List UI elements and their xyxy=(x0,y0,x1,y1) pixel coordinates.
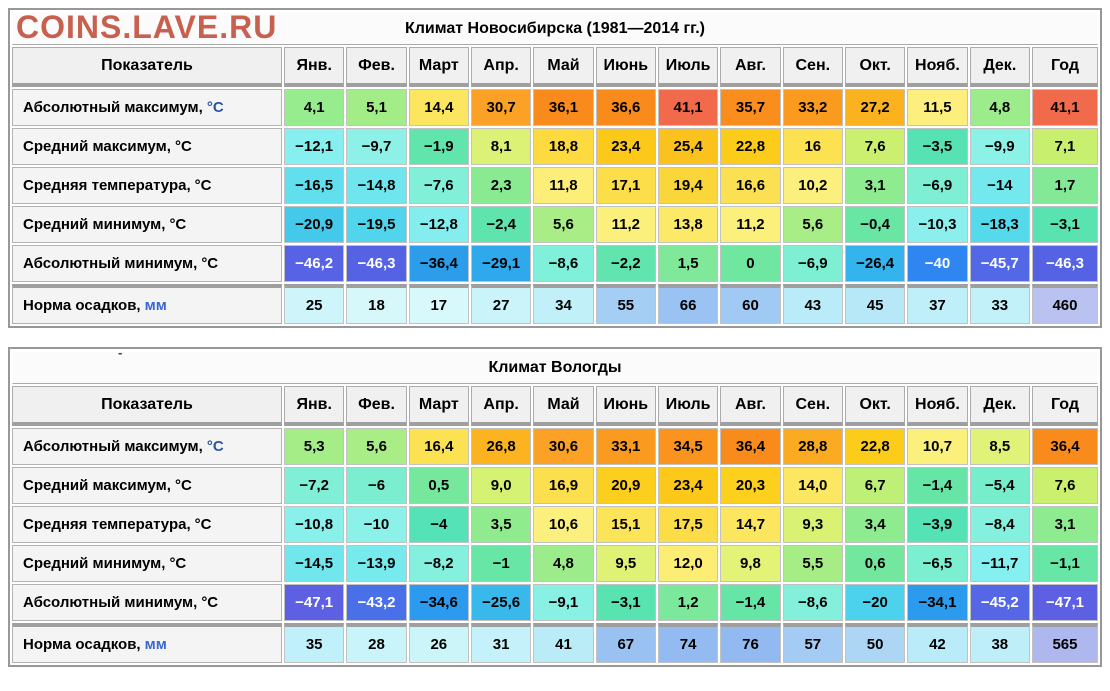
value-cell: 19,4 xyxy=(658,167,718,204)
value-cell: 4,8 xyxy=(533,545,593,582)
row-label xyxy=(12,128,282,165)
row-label-text: Средний максимум, xyxy=(23,138,171,155)
month-column-header: Апр. xyxy=(471,386,531,426)
value-cell: −25,6 xyxy=(471,584,531,621)
month-column-header: Сен. xyxy=(783,386,843,426)
value-cell: 27 xyxy=(471,284,531,324)
month-column-header: Фев. xyxy=(346,47,406,87)
unit-text: °C xyxy=(169,216,187,233)
month-column-header: Янв. xyxy=(284,47,344,87)
month-column-header: Июль xyxy=(658,386,718,426)
value-cell: 31 xyxy=(471,623,531,663)
value-cell: 33,2 xyxy=(783,89,843,126)
month-column-header: Март xyxy=(409,386,469,426)
value-cell: 25 xyxy=(284,284,344,324)
row-label xyxy=(12,584,282,621)
value-cell: 34,5 xyxy=(658,428,718,465)
value-cell: −3,1 xyxy=(1032,206,1098,243)
month-column-header: Сен. xyxy=(783,47,843,87)
value-cell: −8,6 xyxy=(533,245,593,282)
value-cell: 16,6 xyxy=(720,167,780,204)
row-label xyxy=(12,206,282,243)
value-cell: −20 xyxy=(845,584,905,621)
value-cell: −29,1 xyxy=(471,245,531,282)
value-cell: 36,1 xyxy=(533,89,593,126)
month-column-header: Июнь xyxy=(596,386,656,426)
row-label xyxy=(12,467,282,504)
value-cell: 17 xyxy=(409,284,469,324)
month-column-header: Май xyxy=(533,47,593,87)
value-cell: 18,8 xyxy=(533,128,593,165)
table-row xyxy=(12,89,1098,126)
value-cell: 30,6 xyxy=(533,428,593,465)
value-cell: 9,3 xyxy=(783,506,843,543)
row-label xyxy=(12,245,282,282)
value-cell: 50 xyxy=(845,623,905,663)
value-cell: 4,1 xyxy=(284,89,344,126)
row-label-text: Средняя температура, xyxy=(23,516,191,533)
value-cell: −14 xyxy=(970,167,1030,204)
row-label-text: Абсолютный минимум, xyxy=(23,594,198,611)
value-cell: −47,1 xyxy=(284,584,344,621)
value-cell: 7,6 xyxy=(1032,467,1098,504)
value-cell: −7,6 xyxy=(409,167,469,204)
value-cell: 57 xyxy=(783,623,843,663)
unit-text: °C xyxy=(194,177,212,194)
table-row xyxy=(12,506,1098,543)
value-cell: 22,8 xyxy=(720,128,780,165)
unit-text: °C xyxy=(201,255,219,272)
value-cell: 22,8 xyxy=(845,428,905,465)
value-cell: 26,8 xyxy=(471,428,531,465)
value-cell: −10,8 xyxy=(284,506,344,543)
value-cell: 10,7 xyxy=(907,428,967,465)
value-cell: 16,4 xyxy=(409,428,469,465)
value-cell: 38 xyxy=(970,623,1030,663)
value-cell: 36,4 xyxy=(1032,428,1098,465)
value-cell: −20,9 xyxy=(284,206,344,243)
value-cell: 28 xyxy=(346,623,406,663)
unit-text: °C xyxy=(194,516,212,533)
value-cell: 41 xyxy=(533,623,593,663)
month-column-header: Фев. xyxy=(346,386,406,426)
value-cell: −45,7 xyxy=(970,245,1030,282)
month-column-header: Окт. xyxy=(845,47,905,87)
value-cell: 0 xyxy=(720,245,780,282)
unit-link[interactable]: °C xyxy=(206,99,224,116)
value-cell: 10,6 xyxy=(533,506,593,543)
value-cell: 7,1 xyxy=(1032,128,1098,165)
value-cell: 9,0 xyxy=(471,467,531,504)
value-cell: 16,9 xyxy=(533,467,593,504)
value-cell: 74 xyxy=(658,623,718,663)
value-cell: 565 xyxy=(1032,623,1098,663)
value-cell: −36,4 xyxy=(409,245,469,282)
value-cell: −8,6 xyxy=(783,584,843,621)
month-column-header: Янв. xyxy=(284,386,344,426)
row-label xyxy=(12,428,282,465)
value-cell: −9,1 xyxy=(533,584,593,621)
value-cell: 76 xyxy=(720,623,780,663)
value-cell: 33 xyxy=(970,284,1030,324)
value-cell: 1,7 xyxy=(1032,167,1098,204)
value-cell: 1,2 xyxy=(658,584,718,621)
unit-text: °C xyxy=(169,555,187,572)
value-cell: −3,5 xyxy=(907,128,967,165)
value-cell: −34,1 xyxy=(907,584,967,621)
value-cell: 11,2 xyxy=(720,206,780,243)
value-cell: 8,1 xyxy=(471,128,531,165)
value-cell: −8,4 xyxy=(970,506,1030,543)
value-cell: −8,2 xyxy=(409,545,469,582)
value-cell: 5,6 xyxy=(533,206,593,243)
month-column-header: Июнь xyxy=(596,47,656,87)
value-cell: −46,3 xyxy=(346,245,406,282)
value-cell: 28,8 xyxy=(783,428,843,465)
value-cell: 17,1 xyxy=(596,167,656,204)
value-cell: 55 xyxy=(596,284,656,324)
value-cell: 5,6 xyxy=(783,206,843,243)
value-cell: 13,8 xyxy=(658,206,718,243)
unit-link[interactable]: °C xyxy=(206,438,224,455)
value-cell: −4 xyxy=(409,506,469,543)
month-column-header: Нояб. xyxy=(907,386,967,426)
table-row xyxy=(12,428,1098,465)
indicator-column-header: Показатель xyxy=(12,47,282,87)
value-cell: 5,6 xyxy=(346,428,406,465)
value-cell: 9,8 xyxy=(720,545,780,582)
month-column-header: Дек. xyxy=(970,386,1030,426)
value-cell: −3,9 xyxy=(907,506,967,543)
unit-text: °C xyxy=(201,594,219,611)
value-cell: −2,4 xyxy=(471,206,531,243)
value-cell: 35,7 xyxy=(720,89,780,126)
value-cell: 26 xyxy=(409,623,469,663)
site-watermark: COINS.LAVE.RU xyxy=(16,9,278,45)
value-cell: −46,3 xyxy=(1032,245,1098,282)
artifact-dash: - xyxy=(118,345,123,360)
month-column-header: Год xyxy=(1032,386,1098,426)
value-cell: 460 xyxy=(1032,284,1098,324)
value-cell: 37 xyxy=(907,284,967,324)
value-cell: 23,4 xyxy=(596,128,656,165)
row-label xyxy=(12,506,282,543)
month-column-header: Июль xyxy=(658,47,718,87)
value-cell: 36,6 xyxy=(596,89,656,126)
value-cell: −43,2 xyxy=(346,584,406,621)
value-cell: 3,4 xyxy=(845,506,905,543)
value-cell: −26,4 xyxy=(845,245,905,282)
value-cell: −6,5 xyxy=(907,545,967,582)
value-cell: −6,9 xyxy=(783,245,843,282)
value-cell: 34 xyxy=(533,284,593,324)
row-label-text: Норма осадков, xyxy=(23,636,141,653)
month-column-header: Дек. xyxy=(970,47,1030,87)
value-cell: −10 xyxy=(346,506,406,543)
value-cell: −12,8 xyxy=(409,206,469,243)
row-label xyxy=(12,545,282,582)
value-cell: −3,1 xyxy=(596,584,656,621)
value-cell: −19,5 xyxy=(346,206,406,243)
value-cell: 43 xyxy=(783,284,843,324)
value-cell: 41,1 xyxy=(658,89,718,126)
value-cell: −14,5 xyxy=(284,545,344,582)
value-cell: 41,1 xyxy=(1032,89,1098,126)
value-cell: 10,2 xyxy=(783,167,843,204)
row-label-text: Средний максимум, xyxy=(23,477,171,494)
row-label xyxy=(12,89,282,126)
value-cell: 25,4 xyxy=(658,128,718,165)
value-cell: 27,2 xyxy=(845,89,905,126)
value-cell: 16 xyxy=(783,128,843,165)
value-cell: 3,5 xyxy=(471,506,531,543)
value-cell: −34,6 xyxy=(409,584,469,621)
row-label-text: Абсолютный минимум, xyxy=(23,255,198,272)
table-row xyxy=(12,545,1098,582)
table-row xyxy=(12,584,1098,621)
value-cell: −45,2 xyxy=(970,584,1030,621)
value-cell: −11,7 xyxy=(970,545,1030,582)
value-cell: −1,4 xyxy=(720,584,780,621)
value-cell: −5,4 xyxy=(970,467,1030,504)
month-column-header: Авг. xyxy=(720,386,780,426)
value-cell: −2,2 xyxy=(596,245,656,282)
value-cell: 6,7 xyxy=(845,467,905,504)
value-cell: −47,1 xyxy=(1032,584,1098,621)
value-cell: 8,5 xyxy=(970,428,1030,465)
value-cell: 35 xyxy=(284,623,344,663)
row-label-text: Средний минимум, xyxy=(23,555,166,572)
month-column-header: Апр. xyxy=(471,47,531,87)
table-row xyxy=(12,284,1098,324)
value-cell: −18,3 xyxy=(970,206,1030,243)
value-cell: 3,1 xyxy=(845,167,905,204)
value-cell: 5,5 xyxy=(783,545,843,582)
indicator-column-header: Показатель xyxy=(12,386,282,426)
month-column-header: Год xyxy=(1032,47,1098,87)
value-cell: −1,1 xyxy=(1032,545,1098,582)
value-cell: 1,5 xyxy=(658,245,718,282)
value-cell: 30,7 xyxy=(471,89,531,126)
value-cell: 67 xyxy=(596,623,656,663)
value-cell: −10,3 xyxy=(907,206,967,243)
value-cell: −7,2 xyxy=(284,467,344,504)
value-cell: −0,4 xyxy=(845,206,905,243)
vologda-climate-table xyxy=(8,347,1102,667)
table-title: Климат Новосибирска (1981—2014 гг.) xyxy=(12,12,1098,45)
value-cell: 60 xyxy=(720,284,780,324)
value-cell: −40 xyxy=(907,245,967,282)
row-label-text: Абсолютный максимум, xyxy=(23,99,203,116)
value-cell: 14,4 xyxy=(409,89,469,126)
value-cell: 17,5 xyxy=(658,506,718,543)
row-label-text: Средний минимум, xyxy=(23,216,166,233)
value-cell: −1,9 xyxy=(409,128,469,165)
value-cell: 5,3 xyxy=(284,428,344,465)
value-cell: 11,2 xyxy=(596,206,656,243)
value-cell: 2,3 xyxy=(471,167,531,204)
value-cell: 7,6 xyxy=(845,128,905,165)
value-cell: −12,1 xyxy=(284,128,344,165)
value-cell: 11,5 xyxy=(907,89,967,126)
table-row xyxy=(12,206,1098,243)
value-cell: −1 xyxy=(471,545,531,582)
value-cell: 9,5 xyxy=(596,545,656,582)
table-row xyxy=(12,245,1098,282)
month-column-header: Март xyxy=(409,47,469,87)
value-cell: −14,8 xyxy=(346,167,406,204)
month-column-header: Май xyxy=(533,386,593,426)
value-cell: 11,8 xyxy=(533,167,593,204)
value-cell: 66 xyxy=(658,284,718,324)
value-cell: 5,1 xyxy=(346,89,406,126)
value-cell: −9,9 xyxy=(970,128,1030,165)
table-row xyxy=(12,623,1098,663)
value-cell: −1,4 xyxy=(907,467,967,504)
value-cell: −9,7 xyxy=(346,128,406,165)
value-cell: −13,9 xyxy=(346,545,406,582)
table-title: Климат Вологды xyxy=(12,351,1098,384)
value-cell: 0,5 xyxy=(409,467,469,504)
value-cell: 12,0 xyxy=(658,545,718,582)
value-cell: 18 xyxy=(346,284,406,324)
value-cell: 42 xyxy=(907,623,967,663)
value-cell: 3,1 xyxy=(1032,506,1098,543)
value-cell: 45 xyxy=(845,284,905,324)
row-label-text: Норма осадков, xyxy=(23,297,141,314)
value-cell: 33,1 xyxy=(596,428,656,465)
month-column-header: Окт. xyxy=(845,386,905,426)
value-cell: 4,8 xyxy=(970,89,1030,126)
value-cell: 23,4 xyxy=(658,467,718,504)
table-row xyxy=(12,128,1098,165)
value-cell: 14,0 xyxy=(783,467,843,504)
value-cell: −46,2 xyxy=(284,245,344,282)
value-cell: −6 xyxy=(346,467,406,504)
unit-text: °C xyxy=(174,477,192,494)
value-cell: 36,4 xyxy=(720,428,780,465)
value-cell: −16,5 xyxy=(284,167,344,204)
unit-link[interactable]: мм xyxy=(144,636,167,653)
table-row xyxy=(12,467,1098,504)
value-cell: 14,7 xyxy=(720,506,780,543)
row-label-text: Средняя температура, xyxy=(23,177,191,194)
month-column-header: Авг. xyxy=(720,47,780,87)
month-column-header: Нояб. xyxy=(907,47,967,87)
value-cell: 0,6 xyxy=(845,545,905,582)
value-cell: 20,9 xyxy=(596,467,656,504)
row-label-text: Абсолютный максимум, xyxy=(23,438,203,455)
value-cell: −6,9 xyxy=(907,167,967,204)
row-label xyxy=(12,167,282,204)
row-label xyxy=(12,623,282,663)
value-cell: 15,1 xyxy=(596,506,656,543)
value-cell: 20,3 xyxy=(720,467,780,504)
row-label xyxy=(12,284,282,324)
table-row xyxy=(12,167,1098,204)
unit-text: °C xyxy=(174,138,192,155)
novosibirsk-climate-table xyxy=(8,8,1102,328)
unit-link[interactable]: мм xyxy=(144,297,167,314)
